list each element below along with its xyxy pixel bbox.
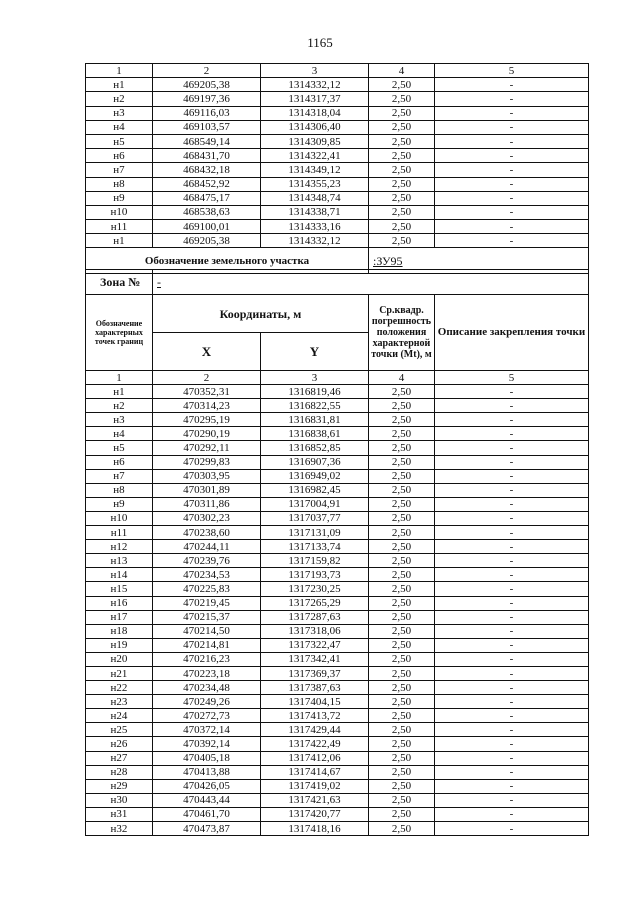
table-cell: -: [435, 666, 589, 680]
table-cell: н19: [86, 638, 153, 652]
table-cell: 1317265,29: [261, 596, 369, 610]
table-cell: 1317387,63: [261, 681, 369, 695]
table-cell: 2: [153, 64, 261, 78]
table-row: [86, 695, 589, 709]
table-cell: -: [435, 134, 589, 148]
table-cell: 468549,14: [153, 134, 261, 148]
table-row: [86, 540, 589, 554]
table-cell: 1317159,82: [261, 554, 369, 568]
table-cell: н22: [86, 681, 153, 695]
table-cell: 1314318,04: [261, 106, 369, 120]
table-cell: 470234,48: [153, 681, 261, 695]
table-cell: -: [435, 483, 589, 497]
table-cell: 1: [86, 64, 153, 78]
table-cell: 2,50: [369, 638, 435, 652]
table-cell: н21: [86, 666, 153, 680]
table-row: [86, 399, 589, 413]
table-cell: 468475,17: [153, 191, 261, 205]
table-cell: 470215,37: [153, 610, 261, 624]
table-cell: н8: [86, 483, 153, 497]
table-cell: 2,50: [369, 469, 435, 483]
table-cell: 4: [369, 64, 435, 78]
table-cell: 5: [435, 64, 589, 78]
table-cell: 470244,11: [153, 540, 261, 554]
table-row: [86, 149, 589, 163]
table-cell: 1317429,44: [261, 723, 369, 737]
table-cell: 1317318,06: [261, 624, 369, 638]
table-cell: н16: [86, 596, 153, 610]
header-row-1: [86, 295, 589, 333]
table-cell: 2,50: [369, 695, 435, 709]
table-row: [86, 205, 589, 219]
table-cell: 1317421,63: [261, 793, 369, 807]
table-cell: 2,50: [369, 681, 435, 695]
table-cell: 470405,18: [153, 751, 261, 765]
table-cell: 2,50: [369, 106, 435, 120]
table-cell: 470303,95: [153, 469, 261, 483]
table-cell: -: [435, 681, 589, 695]
table-cell: 2,50: [369, 497, 435, 511]
table-cell: -: [435, 765, 589, 779]
table-cell: -: [435, 234, 589, 248]
table-cell: 1317230,25: [261, 582, 369, 596]
table-cell: -: [435, 106, 589, 120]
table-cell: н1: [86, 234, 153, 248]
table-cell: 1316831,81: [261, 413, 369, 427]
table-cell: 1314317,37: [261, 92, 369, 106]
header-precision: Ср.квадр. погрешность положения характерной точки (Mt), м: [369, 295, 435, 371]
table-cell: -: [435, 582, 589, 596]
table-row: [86, 681, 589, 695]
column-number-row: [86, 64, 589, 78]
table-cell: 2,50: [369, 92, 435, 106]
table-row: [86, 666, 589, 680]
table-cell: 1314306,40: [261, 120, 369, 134]
table-cell: -: [435, 191, 589, 205]
table-cell: 1316822,55: [261, 399, 369, 413]
table-cell: 470461,70: [153, 807, 261, 821]
table-cell: 1316819,46: [261, 385, 369, 399]
table-cell: н9: [86, 191, 153, 205]
table-row: [86, 638, 589, 652]
table-cell: 1314332,12: [261, 78, 369, 92]
table-row: [86, 511, 589, 525]
table-cell: 470249,26: [153, 695, 261, 709]
table-cell: 470302,23: [153, 511, 261, 525]
table-cell: н14: [86, 568, 153, 582]
table-cell: н6: [86, 455, 153, 469]
table-row: [86, 413, 589, 427]
table-row: [86, 765, 589, 779]
page-number: 1165: [307, 35, 333, 50]
table-row: [86, 78, 589, 92]
table-cell: 469205,38: [153, 78, 261, 92]
table-row: [86, 441, 589, 455]
table-row: [86, 234, 589, 248]
table-cell: 1317369,37: [261, 666, 369, 680]
table-cell: 470223,18: [153, 666, 261, 680]
table-cell: н28: [86, 765, 153, 779]
table-row: [86, 822, 589, 836]
table-cell: -: [435, 427, 589, 441]
table-row: [86, 455, 589, 469]
table-cell: -: [435, 695, 589, 709]
table-cell: 2,50: [369, 177, 435, 191]
table-cell: н30: [86, 793, 153, 807]
table-row: [86, 652, 589, 666]
table-cell: 468431,70: [153, 149, 261, 163]
table-cell: -: [435, 793, 589, 807]
table-cell: 1: [86, 371, 153, 385]
table-cell: 470413,88: [153, 765, 261, 779]
table-row: [86, 596, 589, 610]
table-cell: 1314309,85: [261, 134, 369, 148]
table-cell: 2,50: [369, 554, 435, 568]
table-cell: 2,50: [369, 723, 435, 737]
coordinates-table-2: [85, 269, 589, 836]
table-cell: 2,50: [369, 610, 435, 624]
table-cell: н5: [86, 134, 153, 148]
table-cell: -: [435, 624, 589, 638]
table-cell: 1316907,36: [261, 455, 369, 469]
table-row: [86, 610, 589, 624]
table-cell: -: [435, 413, 589, 427]
table-row: [86, 554, 589, 568]
table-cell: -: [435, 638, 589, 652]
table-cell: 1317037,77: [261, 511, 369, 525]
table-cell: 470272,73: [153, 709, 261, 723]
table-cell: 2,50: [369, 596, 435, 610]
table-cell: -: [435, 120, 589, 134]
table-row: [86, 469, 589, 483]
table-cell: 470292,11: [153, 441, 261, 455]
table-cell: 1314348,74: [261, 191, 369, 205]
zone-row: [86, 270, 589, 295]
table-row: [86, 779, 589, 793]
table-cell: 1317419,02: [261, 779, 369, 793]
table-cell: н4: [86, 120, 153, 134]
table-row: [86, 582, 589, 596]
table-cell: -: [435, 441, 589, 455]
table-cell: 2,50: [369, 234, 435, 248]
table-cell: 2,50: [369, 413, 435, 427]
table-row: [86, 751, 589, 765]
table-cell: -: [435, 807, 589, 821]
table-cell: 2,50: [369, 220, 435, 234]
table-cell: 469197,36: [153, 92, 261, 106]
table-cell: н15: [86, 582, 153, 596]
parcel-value: :ЗУ95: [369, 248, 589, 274]
table-cell: 469103,57: [153, 120, 261, 134]
table-cell: 2,50: [369, 807, 435, 821]
table-cell: 2,50: [369, 765, 435, 779]
header-points: Обозначение характерных точек границ: [86, 295, 153, 371]
table-cell: 2,50: [369, 441, 435, 455]
table-cell: 5: [435, 371, 589, 385]
table-cell: 1316838,61: [261, 427, 369, 441]
table-cell: 1316982,45: [261, 483, 369, 497]
table-cell: 2,50: [369, 455, 435, 469]
table-cell: 469205,38: [153, 234, 261, 248]
table-cell: 2,50: [369, 120, 435, 134]
table-cell: н13: [86, 554, 153, 568]
table-row: [86, 483, 589, 497]
table-cell: 470290,19: [153, 427, 261, 441]
table-cell: 470372,14: [153, 723, 261, 737]
table-cell: н3: [86, 106, 153, 120]
table-cell: 2,50: [369, 624, 435, 638]
table-cell: н7: [86, 163, 153, 177]
table-cell: н10: [86, 205, 153, 219]
table-cell: -: [435, 779, 589, 793]
table-cell: 2,50: [369, 540, 435, 554]
table-cell: -: [435, 177, 589, 191]
table-cell: 468452,92: [153, 177, 261, 191]
table-cell: н20: [86, 652, 153, 666]
table-cell: н31: [86, 807, 153, 821]
table-cell: 470352,31: [153, 385, 261, 399]
table-cell: 470314,23: [153, 399, 261, 413]
table-cell: 2,50: [369, 526, 435, 540]
table-cell: 469116,03: [153, 106, 261, 120]
table-cell: -: [435, 652, 589, 666]
table-cell: н25: [86, 723, 153, 737]
table-row: [86, 120, 589, 134]
table-cell: н3: [86, 413, 153, 427]
table-cell: -: [435, 596, 589, 610]
column-number-row: [86, 371, 589, 385]
table-cell: 1317412,06: [261, 751, 369, 765]
table-cell: н24: [86, 709, 153, 723]
table-row: [86, 220, 589, 234]
table-row: [86, 793, 589, 807]
table-cell: н2: [86, 399, 153, 413]
table-cell: 2,50: [369, 163, 435, 177]
table-cell: 2,50: [369, 793, 435, 807]
table-row: [86, 568, 589, 582]
table-cell: -: [435, 822, 589, 836]
table-row: [86, 807, 589, 821]
table-cell: 3: [261, 371, 369, 385]
table-cell: н7: [86, 469, 153, 483]
table-cell: 1317342,41: [261, 652, 369, 666]
table-cell: н23: [86, 695, 153, 709]
table-cell: 470219,45: [153, 596, 261, 610]
table-cell: 470311,86: [153, 497, 261, 511]
table-cell: 470239,76: [153, 554, 261, 568]
table-row: [86, 427, 589, 441]
table-cell: н8: [86, 177, 153, 191]
table-cell: 2,50: [369, 751, 435, 765]
table-cell: 1317004,91: [261, 497, 369, 511]
table-cell: 2,50: [369, 483, 435, 497]
table-row: [86, 624, 589, 638]
table-cell: 1314333,16: [261, 220, 369, 234]
table-cell: 2,50: [369, 666, 435, 680]
table-cell: -: [435, 737, 589, 751]
table-cell: 1317322,47: [261, 638, 369, 652]
table-cell: н5: [86, 441, 153, 455]
table-cell: н9: [86, 497, 153, 511]
table-cell: н4: [86, 427, 153, 441]
table-cell: 470299,83: [153, 455, 261, 469]
table-cell: 2,50: [369, 568, 435, 582]
table-cell: 2,50: [369, 779, 435, 793]
table-cell: 470301,89: [153, 483, 261, 497]
table-cell: н26: [86, 737, 153, 751]
table-cell: -: [435, 205, 589, 219]
table-cell: 1314338,71: [261, 205, 369, 219]
table-cell: н10: [86, 511, 153, 525]
table-cell: 1317404,15: [261, 695, 369, 709]
table-cell: 470225,83: [153, 582, 261, 596]
table-cell: -: [435, 511, 589, 525]
header-x: X: [153, 333, 261, 371]
table-cell: 468538,63: [153, 205, 261, 219]
table-cell: 470216,23: [153, 652, 261, 666]
table-cell: 1317287,63: [261, 610, 369, 624]
table-cell: н17: [86, 610, 153, 624]
table-cell: 2,50: [369, 385, 435, 399]
table-row: [86, 526, 589, 540]
table-cell: 2,50: [369, 399, 435, 413]
table-row: [86, 134, 589, 148]
table-cell: 470473,87: [153, 822, 261, 836]
table-cell: 470238,60: [153, 526, 261, 540]
table-cell: 2,50: [369, 205, 435, 219]
table-cell: 469100,01: [153, 220, 261, 234]
table-cell: н11: [86, 526, 153, 540]
header-description: Описание закрепления точки: [435, 295, 589, 371]
table-cell: -: [435, 385, 589, 399]
table-cell: -: [435, 469, 589, 483]
table-cell: 1316949,02: [261, 469, 369, 483]
table-cell: н6: [86, 149, 153, 163]
table-cell: 1317193,73: [261, 568, 369, 582]
table-cell: 1317422,49: [261, 737, 369, 751]
table-cell: -: [435, 723, 589, 737]
table-cell: -: [435, 163, 589, 177]
table-row: [86, 737, 589, 751]
table-cell: -: [435, 610, 589, 624]
table-cell: 1317413,72: [261, 709, 369, 723]
table-cell: 2,50: [369, 511, 435, 525]
table-cell: 470443,44: [153, 793, 261, 807]
table-cell: 1317133,74: [261, 540, 369, 554]
table-cell: 470214,50: [153, 624, 261, 638]
table-cell: -: [435, 540, 589, 554]
table-cell: 470392,14: [153, 737, 261, 751]
table-cell: -: [435, 149, 589, 163]
table-cell: -: [435, 455, 589, 469]
table-row: [86, 191, 589, 205]
table-cell: 2,50: [369, 427, 435, 441]
table-cell: 1316852,85: [261, 441, 369, 455]
table-cell: -: [435, 92, 589, 106]
table-cell: н27: [86, 751, 153, 765]
table-cell: 1314322,41: [261, 149, 369, 163]
table-cell: н11: [86, 220, 153, 234]
table-cell: 2,50: [369, 709, 435, 723]
table-cell: 470426,05: [153, 779, 261, 793]
zone-label: Зона №: [86, 270, 153, 295]
table-cell: 1317420,77: [261, 807, 369, 821]
table-cell: 2,50: [369, 582, 435, 596]
table-cell: 1314332,12: [261, 234, 369, 248]
table-cell: 4: [369, 371, 435, 385]
table-cell: 2,50: [369, 191, 435, 205]
parcel-label: Обозначение земельного участка: [86, 248, 369, 274]
table-cell: н1: [86, 78, 153, 92]
table-cell: -: [435, 554, 589, 568]
table-row: [86, 92, 589, 106]
table-cell: н29: [86, 779, 153, 793]
table-cell: 468432,18: [153, 163, 261, 177]
header-coords: Координаты, м: [153, 295, 369, 333]
table-cell: 470214,81: [153, 638, 261, 652]
table-row: [86, 163, 589, 177]
table-cell: н1: [86, 385, 153, 399]
table-row: [86, 177, 589, 191]
table-cell: 2,50: [369, 737, 435, 751]
table-row: [86, 497, 589, 511]
table-cell: -: [435, 526, 589, 540]
table-cell: 2,50: [369, 822, 435, 836]
table-cell: 2,50: [369, 652, 435, 666]
table-row: [86, 385, 589, 399]
table-cell: -: [435, 751, 589, 765]
coordinates-table-1: [85, 63, 589, 274]
table-cell: -: [435, 78, 589, 92]
table-cell: н12: [86, 540, 153, 554]
table-cell: 3: [261, 64, 369, 78]
table-row: [86, 709, 589, 723]
table-cell: -: [435, 497, 589, 511]
table-cell: -: [435, 220, 589, 234]
table-cell: 1317414,67: [261, 765, 369, 779]
table-cell: н32: [86, 822, 153, 836]
table-cell: 470234,53: [153, 568, 261, 582]
table-cell: 1314355,23: [261, 177, 369, 191]
table-cell: 470295,19: [153, 413, 261, 427]
table-cell: -: [435, 399, 589, 413]
table-cell: н18: [86, 624, 153, 638]
table-cell: 1314349,12: [261, 163, 369, 177]
table-cell: н2: [86, 92, 153, 106]
table-cell: 2,50: [369, 134, 435, 148]
table-cell: -: [435, 709, 589, 723]
header-y: Y: [261, 333, 369, 371]
table-cell: -: [435, 568, 589, 582]
table-cell: 1317418,16: [261, 822, 369, 836]
table-cell: 2: [153, 371, 261, 385]
table-cell: 2,50: [369, 78, 435, 92]
table-cell: 2,50: [369, 149, 435, 163]
table-row: [86, 723, 589, 737]
zone-value: -: [153, 270, 589, 295]
table-row: [86, 106, 589, 120]
table-cell: 1317131,09: [261, 526, 369, 540]
